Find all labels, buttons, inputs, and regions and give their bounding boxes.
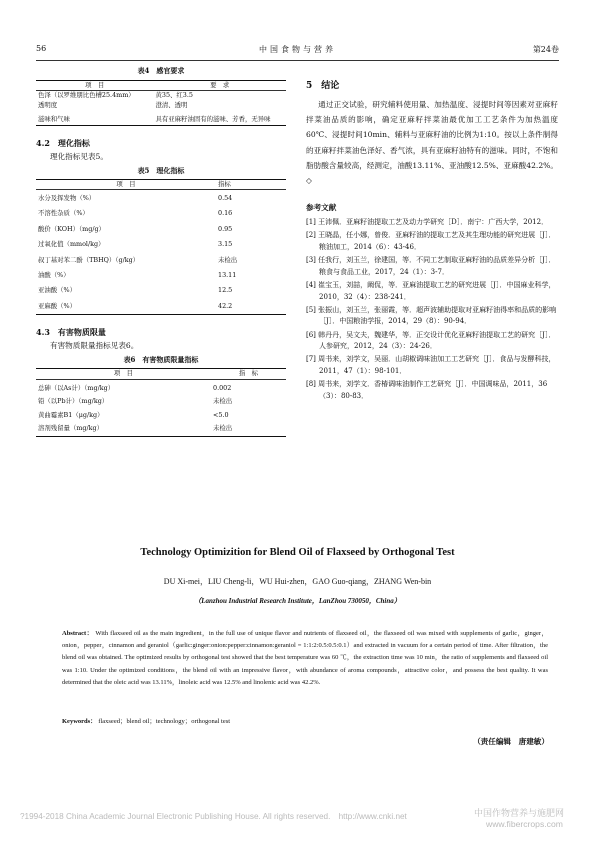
right-column — [306, 78, 558, 404]
table5 — [36, 179, 286, 316]
english-abstract — [62, 628, 548, 689]
table-cell: 13.11 — [218, 271, 237, 280]
table-cell: 未检出 — [213, 423, 233, 432]
table4-header-req: 要 求 — [210, 81, 230, 89]
table-cell: 溶剂残留量（mg/kg） — [38, 423, 104, 432]
table4-header-item: 项 目 — [85, 81, 105, 89]
section-4-2-intro: 理化指标见表5。 — [50, 151, 108, 161]
table-cell: 酸价（KOH）（mg/g） — [38, 224, 105, 233]
table-cell: <5.0 — [213, 410, 229, 419]
table-cell: 未检出 — [213, 397, 233, 406]
table-row — [36, 265, 286, 280]
table-cell: 0.16 — [218, 209, 233, 218]
english-keywords — [62, 716, 548, 725]
reference-item: [3] 任我行，刘玉兰，徐建国，等．不同工艺制取亚麻籽油的品质差异分析［J］．粮食与食品工业，2017，24（1）：3-7． — [306, 256, 556, 276]
english-title: Technology Optimizition for Blend Oil of Flaxseed by Orthogonal Test — [140, 547, 455, 558]
english-authors: DU Xi-mei，LIU Cheng-li，WU Hui-zhen，GAO Guo-qiang，ZHANG Wen-bin — [163, 577, 432, 586]
table-cell: 3.15 — [218, 240, 233, 249]
table6 — [36, 368, 286, 437]
table-row — [36, 234, 286, 249]
table-cell: 12.5 — [218, 286, 233, 295]
abstract-label: Abstract： — [62, 630, 94, 637]
table-cell: 过氧化值（mmol/kg） — [38, 240, 105, 249]
page-header — [36, 44, 559, 56]
section-4-3-intro: 有害物质限量指标见表6。 — [50, 341, 139, 351]
table-row — [36, 379, 286, 393]
volume-label: 第24卷 — [532, 45, 559, 54]
reference-list — [306, 217, 558, 402]
references-heading: 参考文献 — [306, 203, 337, 213]
table-cell: 黄35、红3.5 — [155, 91, 193, 100]
table-row — [36, 407, 286, 420]
section-5-heading: 5 结论 — [306, 81, 340, 91]
table4-caption: 表4 感官要求 — [137, 66, 185, 75]
table-row — [36, 250, 286, 265]
table-cell: 0.95 — [218, 224, 233, 233]
table-cell: 滋味和气味 — [38, 115, 70, 124]
table-row — [36, 190, 286, 204]
copyright-footer: ?1994-2018 China Academic Journal Electronic Publishing House. All rights reserved. http://www.cnki.net — [20, 812, 407, 821]
table-cell: 水分及挥发物（%） — [38, 194, 96, 203]
watermark-chinese: 中国作物营养与施肥网 — [474, 808, 565, 818]
table-cell: 亚油酸（%） — [38, 286, 77, 295]
table-cell: 叔丁基对苯二酚（TBHQ）（g/kg） — [38, 255, 140, 264]
table-cell: 澄清、透明 — [155, 100, 188, 109]
table-cell: 0.54 — [218, 194, 233, 203]
table-cell: 总砷（以As计）（mg/kg） — [38, 383, 115, 392]
table-cell: 油酸（%） — [38, 271, 70, 280]
table-row — [36, 203, 286, 218]
table-cell: 未检出 — [218, 255, 238, 264]
section-4-3-heading: 4.3 有害物质限量 — [36, 327, 106, 338]
table-cell: 铅（以Pb计）（mg/kg） — [38, 397, 109, 406]
reference-item: [2] 王晓晶，任小娜，曾俊．亚麻籽油的提取工艺及其生理功能的研究进展［J］．粮油加工，2014（6）：43-46． — [306, 231, 556, 251]
left-column — [36, 66, 286, 437]
table6-header-item: 项 目 — [113, 369, 134, 378]
table6-caption: 表6 有害物质限量指标 — [123, 355, 199, 365]
reference-item: [8] 周书来，刘学文．香椿调味油制作工艺研究［J］．中国调味品，2011，36（3）：80-83． — [306, 380, 548, 400]
abstract-text: With flaxseed oil as the main ingredient，in the full use of unique flavor and nutrients of flaxseed oil，the flaxseed oil was mixed with supplements of garlic，ginger，onion，pepper，cinnamon and geraniol（garlic:ginger:onion:pepper:cinnamon:geraniol = 1:1:2:0.5:0.5:0.1）and extracted in vacuum for a certain period of time. After filtration，the blend oil was obtained. The optimized results by orthogonal test showed that the best temperature was 60 ℃，the extraction time was 10 min，the ratio of supplements and flaxseed oil was 1:10. Under the optimized conditions，the blend oil with an impressive flavor，with abundance of aroma compounds，attractive color，and possess the best quality. It was determined that the oleic acid was 13.11%，linoleic acid was 12.5% and linolenic acid was 42.2%. — [62, 630, 548, 686]
watermark-url: www.fibercrops.com — [486, 819, 563, 829]
table6-header-value: 指 标 — [238, 369, 259, 378]
table-cell: 透明度 — [38, 100, 58, 109]
reference-item: [6] 韩丹丹，吴文夫，魏建华，等．正交设计优化亚麻籽油提取工艺的研究［J］．人参研究，2012，24（3）：24-26． — [306, 330, 556, 351]
conclusion-text: 通过正交试验，研究辅料使用量、加热温度、浸提时间等因素对亚麻籽拌菜油品质的影响，确定亚麻籽拌菜油最优加工工艺条件为加热温度60℃、浸提时间10min、辅料与亚麻籽油的比例为1:10。按以上条件制得的亚麻籽拌菜油色泽好、香气浓，具有亚麻籽油特有的滋味。同时，不饱和脂肪酸含量较高，经测定，油酸13.11%、亚油酸12.5%、亚麻酸42.2%。◇ — [306, 100, 558, 186]
journal-name: 中国食物与营养 — [259, 45, 336, 54]
table-row — [36, 280, 286, 295]
keywords-text: flaxseed；blend oil；technology；orthogonal test — [98, 718, 231, 725]
table-row — [36, 110, 286, 125]
responsible-editor: （责任编辑 唐建敏） — [473, 737, 549, 746]
table-row — [36, 420, 286, 437]
table-cell: 42.2 — [218, 301, 233, 310]
table-cell: 具有亚麻籽油固有的滋味、芳香，无异味 — [155, 115, 271, 124]
keywords-label: Keywords： — [62, 718, 97, 725]
table-cell: 色泽（以罗维朋比色槽25.4mm） — [38, 91, 135, 100]
table-cell: 不溶性杂质（%） — [38, 209, 89, 218]
table4 — [36, 80, 286, 126]
reference-item: [5] 张振山，刘玉兰，张丽霞，等．超声波辅助提取对亚麻籽油得率和品质的影响［J］．中国粮油学报，2014，29（8）：90-94． — [306, 305, 557, 326]
table5-caption: 表5 理化指标 — [137, 165, 185, 175]
table-cell: 黄曲霉素B1（μg/kg） — [38, 410, 104, 419]
reference-item: [1] 王沛佩．亚麻籽油提取工艺及动力学研究［D］．南宁：广西大学，2012． — [306, 218, 549, 227]
table-row — [36, 91, 286, 101]
table5-header-value: 指标 — [218, 179, 231, 188]
table-row — [36, 101, 286, 110]
section-4-2-heading: 4.2 理化指标 — [36, 137, 90, 148]
table-cell: 亚麻酸（%） — [38, 301, 77, 310]
english-affiliation: （Lanzhou Industrial Research Institute，LanZhou 730050，China） — [194, 597, 401, 605]
table-row — [36, 219, 286, 234]
reference-item: [4] 崔宝玉，刘喆，阚侃，等．亚麻油提取工艺的研究进展［J］．中国麻业科学，2010，32（4）：238-241． — [306, 280, 556, 301]
table-row — [36, 296, 286, 315]
page-number: 56 — [36, 44, 47, 53]
header-rule — [36, 60, 559, 61]
table-row — [36, 393, 286, 406]
reference-item: [7] 周书来，刘学文，吴丽．山胡椒调味油加工工艺研究［J］．食品与发酵科技，2011，47（1）：98-101． — [306, 355, 556, 375]
table-cell: 0.002 — [213, 383, 232, 392]
table5-header-item: 项 目 — [116, 179, 136, 188]
